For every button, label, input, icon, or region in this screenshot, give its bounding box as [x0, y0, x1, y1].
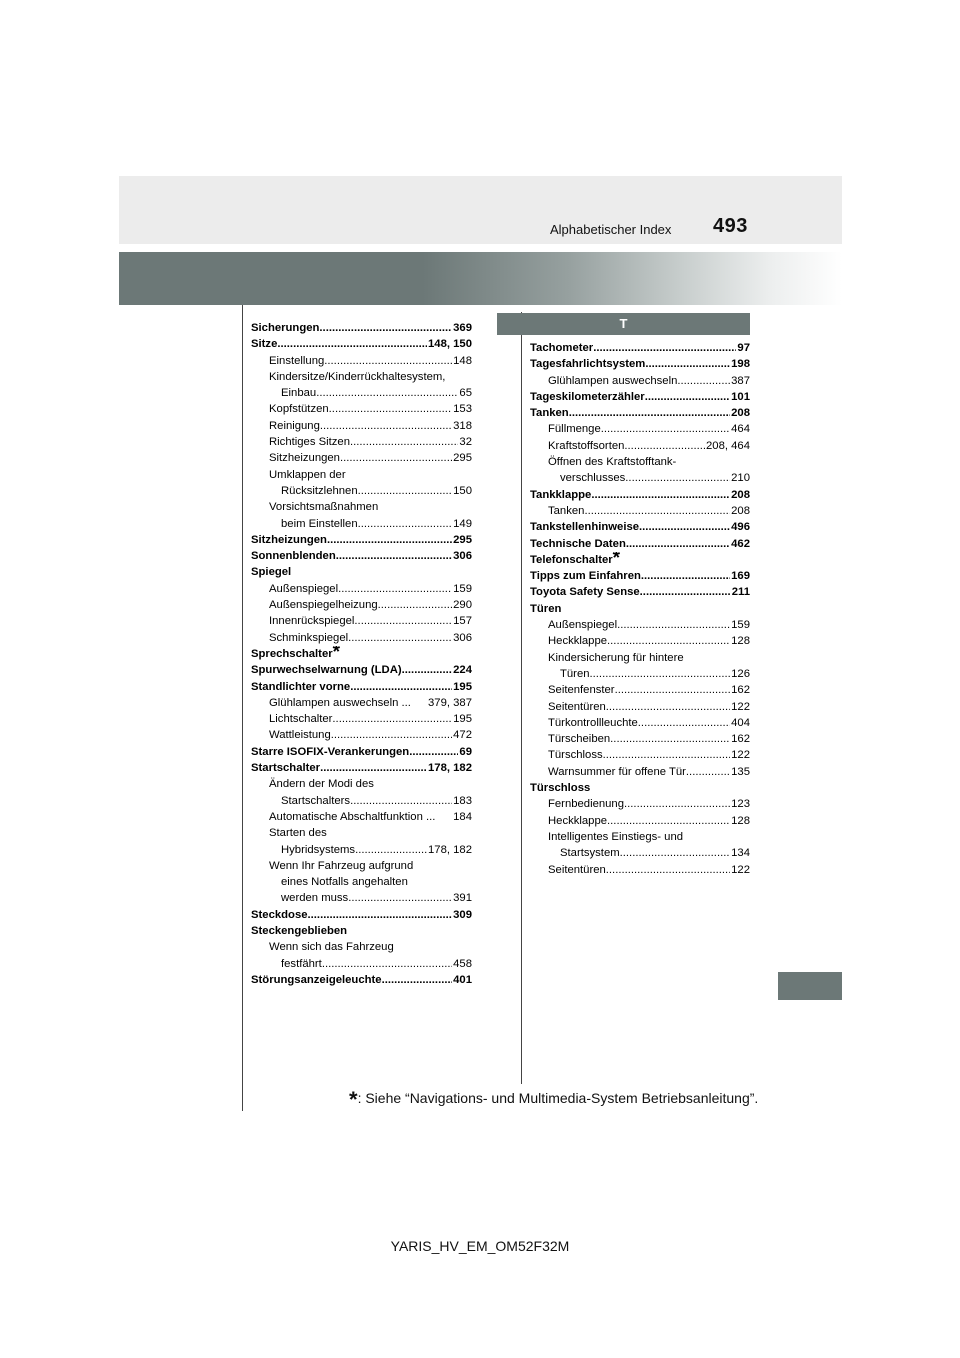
dot-leader — [358, 516, 453, 532]
entry-page-ref: 32 — [459, 436, 472, 449]
index-entry — [530, 536, 750, 552]
entry-page-ref: 211 — [731, 586, 750, 599]
dot-leader — [593, 340, 736, 356]
entry-term: Einstellung — [269, 354, 325, 367]
entry-page-ref: 153 — [453, 403, 472, 416]
entry-page-ref: 122 — [731, 863, 750, 876]
index-entry — [251, 548, 472, 564]
entry-term: Glühlampen auswechseln — [548, 374, 678, 387]
entry-term: Einbau — [281, 387, 317, 400]
entry-term: Tankklappe — [530, 488, 592, 501]
dot-leader — [606, 862, 730, 878]
entry-term: Schminkspiegel — [269, 631, 349, 644]
index-subentry — [251, 890, 472, 906]
dot-leader — [354, 613, 452, 629]
entry-term: Türschloss — [548, 749, 603, 762]
index-subentry — [251, 695, 472, 711]
entry-term: Sitze — [251, 338, 278, 351]
index-entry — [251, 532, 472, 548]
entry-term: Tanken — [530, 407, 569, 420]
index-subentry — [251, 385, 472, 401]
index-entry — [251, 923, 472, 939]
index-subentry — [251, 858, 472, 874]
entry-page-ref: 126 — [731, 667, 750, 680]
dot-leader — [601, 421, 730, 437]
entry-term: Türen — [560, 667, 590, 680]
footnote-text: : Siehe “Navigations- und Multimedia-System Betriebsanleitung”. — [357, 1090, 759, 1106]
dot-leader — [591, 487, 730, 503]
index-subentry — [251, 581, 472, 597]
index-entry — [530, 780, 750, 796]
entry-page-ref: 123 — [731, 798, 750, 811]
entry-term: Seitentüren — [548, 863, 606, 876]
entry-page-ref: 224 — [453, 664, 472, 677]
index-subentry — [530, 764, 750, 780]
dot-leader — [645, 356, 730, 372]
index-column-left — [251, 320, 472, 988]
index-entry — [251, 320, 472, 336]
dot-leader — [320, 760, 427, 776]
entry-page-ref: 369 — [453, 322, 472, 334]
dot-leader — [610, 731, 730, 747]
dot-leader — [607, 813, 730, 829]
dot-leader — [640, 584, 731, 600]
entry-page-ref: 208, 464 — [706, 439, 750, 452]
dot-leader — [327, 532, 452, 548]
chapter-thumb-tab — [778, 972, 842, 1000]
entry-page-ref: 309 — [453, 908, 472, 921]
index-entry — [251, 760, 472, 776]
entry-page-ref: 198 — [731, 358, 750, 371]
footnote-marker: * — [349, 1087, 358, 1112]
entry-term: Tankstellenhinweise — [530, 521, 640, 534]
left-margin-rule — [242, 305, 243, 1111]
index-subentry — [251, 809, 472, 825]
dot-leader — [641, 568, 730, 584]
entry-term: Außenspiegelheizung — [269, 599, 378, 612]
section-title: Alphabetischer Index — [550, 222, 672, 237]
entry-term: Warnsummer für offene Tür — [548, 765, 686, 778]
entry-page-ref: 101 — [731, 390, 750, 403]
entry-term: beim Einstellen — [281, 517, 358, 530]
dot-leader — [324, 353, 452, 369]
footnote-reference-marker: * — [332, 645, 341, 663]
entry-page-ref: 210 — [731, 472, 750, 485]
entry-term: Fernbedienung — [548, 798, 625, 811]
dot-leader — [350, 679, 452, 695]
entry-term: Seitenfenster — [548, 684, 615, 697]
dot-leader — [607, 633, 730, 649]
dot-leader — [615, 682, 731, 698]
entry-term: Rücksitzlehnen — [281, 484, 358, 497]
dot-leader — [686, 764, 730, 780]
entry-page-ref: 122 — [731, 700, 750, 713]
entry-page-ref: 458 — [453, 957, 472, 970]
entry-page-ref: 404 — [731, 716, 750, 729]
entry-term: Türen — [530, 602, 562, 615]
index-subentry — [251, 939, 472, 955]
entry-term: Technische Daten — [530, 537, 626, 550]
index-subentry — [251, 516, 472, 532]
entry-term: Telefonschalter — [530, 553, 613, 566]
index-subentry — [251, 467, 472, 483]
entry-page-ref: 208 — [731, 504, 750, 517]
index-subentry — [530, 699, 750, 715]
entry-page-ref: 462 — [731, 537, 750, 550]
entry-page-ref: 128 — [731, 814, 750, 827]
index-subentry — [251, 401, 472, 417]
index-entry — [530, 340, 750, 356]
entry-term: Automatische Abschaltfunktion ... — [269, 810, 436, 823]
dot-leader — [355, 842, 427, 858]
entry-term: Kopfstützen — [269, 403, 329, 416]
dot-leader — [316, 385, 458, 401]
entry-term: Türschloss — [530, 782, 591, 795]
entry-page-ref: 69 — [459, 745, 472, 758]
index-subentry — [530, 633, 750, 649]
entry-term: Türkontrollleuchte — [548, 716, 638, 729]
entry-term: Wenn sich das Fahrzeug — [269, 941, 394, 954]
entry-page-ref: 379, 387 — [428, 696, 472, 709]
entry-term: Heckklappe — [548, 635, 608, 648]
entry-term: Sitzheizungen — [269, 452, 340, 465]
entry-page-ref: 184 — [453, 810, 472, 823]
dot-leader — [338, 581, 452, 597]
dot-leader — [626, 536, 730, 552]
entry-page-ref: 162 — [731, 684, 750, 697]
entry-page-ref: 496 — [731, 521, 750, 534]
index-entry — [530, 356, 750, 372]
entry-page-ref: 401 — [453, 973, 472, 986]
entry-term: Kindersitze/Kinderrückhaltesystem, — [269, 370, 446, 383]
header-band — [119, 252, 842, 305]
dot-leader — [638, 715, 730, 731]
footnote-reference-marker: * — [612, 551, 621, 569]
index-subentry — [251, 499, 472, 515]
entry-page-ref: 150 — [453, 484, 472, 497]
entry-page-ref: 65 — [459, 387, 472, 400]
dot-leader — [319, 320, 452, 336]
dot-leader — [645, 389, 730, 405]
entry-term: Außenspiegel — [269, 582, 339, 595]
index-entry — [251, 646, 472, 662]
dot-leader — [322, 956, 452, 972]
dot-leader — [617, 617, 730, 633]
index-subentry — [251, 369, 472, 385]
index-entry — [251, 564, 472, 580]
entry-page-ref: 159 — [731, 619, 750, 632]
index-subentry — [251, 776, 472, 792]
letter-tab: T — [497, 313, 750, 335]
index-subentry — [251, 630, 472, 646]
entry-term: Türscheiben — [548, 733, 611, 746]
entry-page-ref: 97 — [737, 342, 750, 354]
entry-page-ref: 306 — [453, 631, 472, 644]
entry-page-ref: 183 — [453, 794, 472, 807]
index-entry — [530, 487, 750, 503]
entry-term: Heckklappe — [548, 814, 608, 827]
entry-term: Ändern der Modi des — [269, 778, 374, 791]
index-subentry — [251, 483, 472, 499]
dot-leader — [625, 470, 730, 486]
entry-page-ref: 387 — [731, 374, 750, 387]
entry-page-ref: 169 — [731, 570, 750, 583]
entry-term: Wenn Ihr Fahrzeug aufgrund — [269, 859, 414, 872]
index-subentry — [251, 727, 472, 743]
dot-leader — [639, 519, 730, 535]
entry-term: Kraftstoffsorten — [548, 439, 625, 452]
index-entry — [251, 662, 472, 678]
entry-page-ref: 148, 150 — [428, 338, 472, 351]
index-subentry — [530, 666, 750, 682]
index-subentry — [251, 450, 472, 466]
entry-page-ref: 128 — [731, 635, 750, 648]
entry-page-ref: 195 — [453, 713, 472, 726]
entry-term: Toyota Safety Sense — [530, 586, 640, 599]
entry-term: Tanken — [548, 504, 585, 517]
entry-page-ref: 159 — [453, 582, 472, 595]
dot-leader — [620, 845, 731, 861]
entry-term: Störungsanzeigeleuchte — [251, 973, 382, 986]
index-subentry — [530, 862, 750, 878]
dot-leader — [320, 418, 452, 434]
entry-term: Tageskilometerzähler — [530, 390, 645, 403]
entry-term: Seitentüren — [548, 700, 606, 713]
entry-term: Sonnenblenden — [251, 550, 336, 563]
index-subentry — [251, 842, 472, 858]
dot-leader — [603, 747, 731, 763]
dot-leader — [348, 890, 452, 906]
index-subentry — [251, 353, 472, 369]
footnote — [349, 1083, 759, 1112]
entry-page-ref: 464 — [731, 423, 750, 436]
entry-term: Steckengeblieben — [251, 924, 348, 937]
index-entry — [530, 601, 750, 617]
index-subentry — [530, 813, 750, 829]
entry-page-ref: 162 — [731, 733, 750, 746]
index-subentry — [251, 613, 472, 629]
entry-term: Steckdose — [251, 908, 308, 921]
index-subentry — [251, 711, 472, 727]
index-entry — [251, 907, 472, 923]
index-entry — [530, 519, 750, 535]
index-entry — [530, 389, 750, 405]
index-subentry — [251, 956, 472, 972]
dot-leader — [329, 401, 452, 417]
entry-term: Außenspiegel — [548, 619, 618, 632]
dot-leader — [332, 711, 452, 727]
entry-page-ref: 208 — [731, 407, 750, 420]
entry-term: Öffnen des Kraftstofftank- — [548, 456, 677, 469]
entry-term: Sicherungen — [251, 322, 320, 334]
page-number: 493 — [713, 215, 748, 237]
index-entry — [530, 552, 750, 568]
index-entry — [251, 336, 472, 352]
entry-page-ref: 195 — [453, 680, 472, 693]
entry-term: Vorsichtsmaßnahmen — [269, 501, 379, 514]
index-subentry — [530, 829, 750, 845]
index-subentry — [251, 793, 472, 809]
entry-page-ref: 134 — [731, 847, 750, 860]
entry-term: Startschalter — [251, 762, 321, 775]
dot-leader — [340, 450, 452, 466]
index-subentry — [530, 715, 750, 731]
entry-page-ref: 318 — [453, 419, 472, 432]
index-column-right — [530, 340, 750, 878]
index-entry — [530, 584, 750, 600]
dot-leader — [606, 699, 730, 715]
entry-term: Umklappen der — [269, 468, 346, 481]
dot-leader — [590, 666, 731, 682]
entry-page-ref: 135 — [731, 765, 750, 778]
entry-page-ref: 295 — [453, 533, 472, 546]
entry-page-ref: 472 — [453, 729, 472, 742]
dot-leader — [277, 336, 427, 352]
entry-term: Kindersicherung für hintere — [548, 651, 684, 664]
entry-page-ref: 290 — [453, 599, 472, 612]
entry-page-ref: 149 — [453, 517, 472, 530]
entry-term: verschlusses — [560, 472, 626, 485]
index-entry — [251, 972, 472, 988]
entry-term: Tachometer — [530, 342, 594, 354]
entry-term: Richtiges Sitzen — [269, 436, 350, 449]
index-subentry — [251, 825, 472, 841]
index-subentry — [530, 617, 750, 633]
entry-page-ref: 178, 182 — [428, 762, 472, 775]
dot-leader — [336, 548, 452, 564]
entry-term: werden muss — [281, 892, 349, 905]
dot-leader — [624, 796, 730, 812]
entry-term: Intelligentes Einstiegs- und — [548, 830, 684, 843]
index-subentry — [530, 470, 750, 486]
entry-term: Glühlampen auswechseln ... — [269, 696, 411, 709]
dot-leader — [350, 793, 452, 809]
entry-term: Tagesfahrlichtsystem — [530, 358, 646, 371]
index-subentry — [530, 682, 750, 698]
dot-leader — [677, 373, 730, 389]
entry-term: Innenrückspiegel — [269, 615, 355, 628]
index-entry — [530, 405, 750, 421]
index-subentry — [530, 747, 750, 763]
entry-term: Füllmenge — [548, 423, 601, 436]
entry-term: eines Notfalls angehalten — [281, 876, 408, 889]
entry-page-ref: 306 — [453, 550, 472, 563]
entry-term: festfährt — [281, 957, 322, 970]
entry-page-ref: 208 — [731, 488, 750, 501]
index-subentry — [251, 434, 472, 450]
dot-leader — [624, 438, 705, 454]
index-entry — [251, 744, 472, 760]
index-subentry — [251, 597, 472, 613]
index-subentry — [530, 845, 750, 861]
entry-term: Starre ISOFIX-Verankerungen — [251, 745, 410, 758]
dot-leader — [348, 630, 452, 646]
entry-term: Reinigung — [269, 419, 320, 432]
column-divider — [521, 312, 522, 1084]
dot-leader — [584, 503, 730, 519]
index-subentry — [251, 874, 472, 890]
entry-term: Spiegel — [251, 566, 292, 579]
entry-term: Wattleistung — [269, 729, 331, 742]
entry-term: Sprechschalter — [251, 647, 333, 660]
index-subentry — [530, 454, 750, 470]
entry-page-ref: 148 — [453, 354, 472, 367]
dot-leader — [308, 907, 453, 923]
index-subentry — [530, 438, 750, 454]
dot-leader — [331, 727, 452, 743]
index-entry — [530, 568, 750, 584]
index-subentry — [530, 796, 750, 812]
entry-term: Startschalters — [281, 794, 351, 807]
index-subentry — [251, 418, 472, 434]
dot-leader — [382, 972, 453, 988]
index-subentry — [530, 731, 750, 747]
entry-term: Lichtschalter — [269, 713, 333, 726]
entry-page-ref: 122 — [731, 749, 750, 762]
document-code: YARIS_HV_EM_OM52F32M — [390, 1238, 570, 1254]
entry-page-ref: 391 — [453, 892, 472, 905]
dot-leader — [358, 483, 453, 499]
entry-page-ref: 157 — [453, 615, 472, 628]
entry-term: Starten des — [269, 827, 327, 840]
index-subentry — [530, 421, 750, 437]
entry-term: Standlichter vorne — [251, 680, 351, 693]
entry-page-ref: 178, 182 — [428, 843, 472, 856]
dot-leader — [409, 744, 458, 760]
entry-term: Startsystem — [560, 847, 620, 860]
index-subentry — [530, 373, 750, 389]
entry-term: Sitzheizungen — [251, 533, 327, 546]
entry-page-ref: 295 — [453, 452, 472, 465]
entry-term: Spurwechselwarnung (LDA) — [251, 664, 402, 677]
entry-term: Hybridsystems — [281, 843, 356, 856]
entry-term: Tipps zum Einfahren — [530, 570, 641, 583]
dot-leader — [350, 434, 458, 450]
dot-leader — [569, 405, 730, 421]
index-subentry — [530, 503, 750, 519]
dot-leader — [402, 662, 453, 678]
index-entry — [251, 679, 472, 695]
index-subentry — [530, 650, 750, 666]
dot-leader — [378, 597, 452, 613]
